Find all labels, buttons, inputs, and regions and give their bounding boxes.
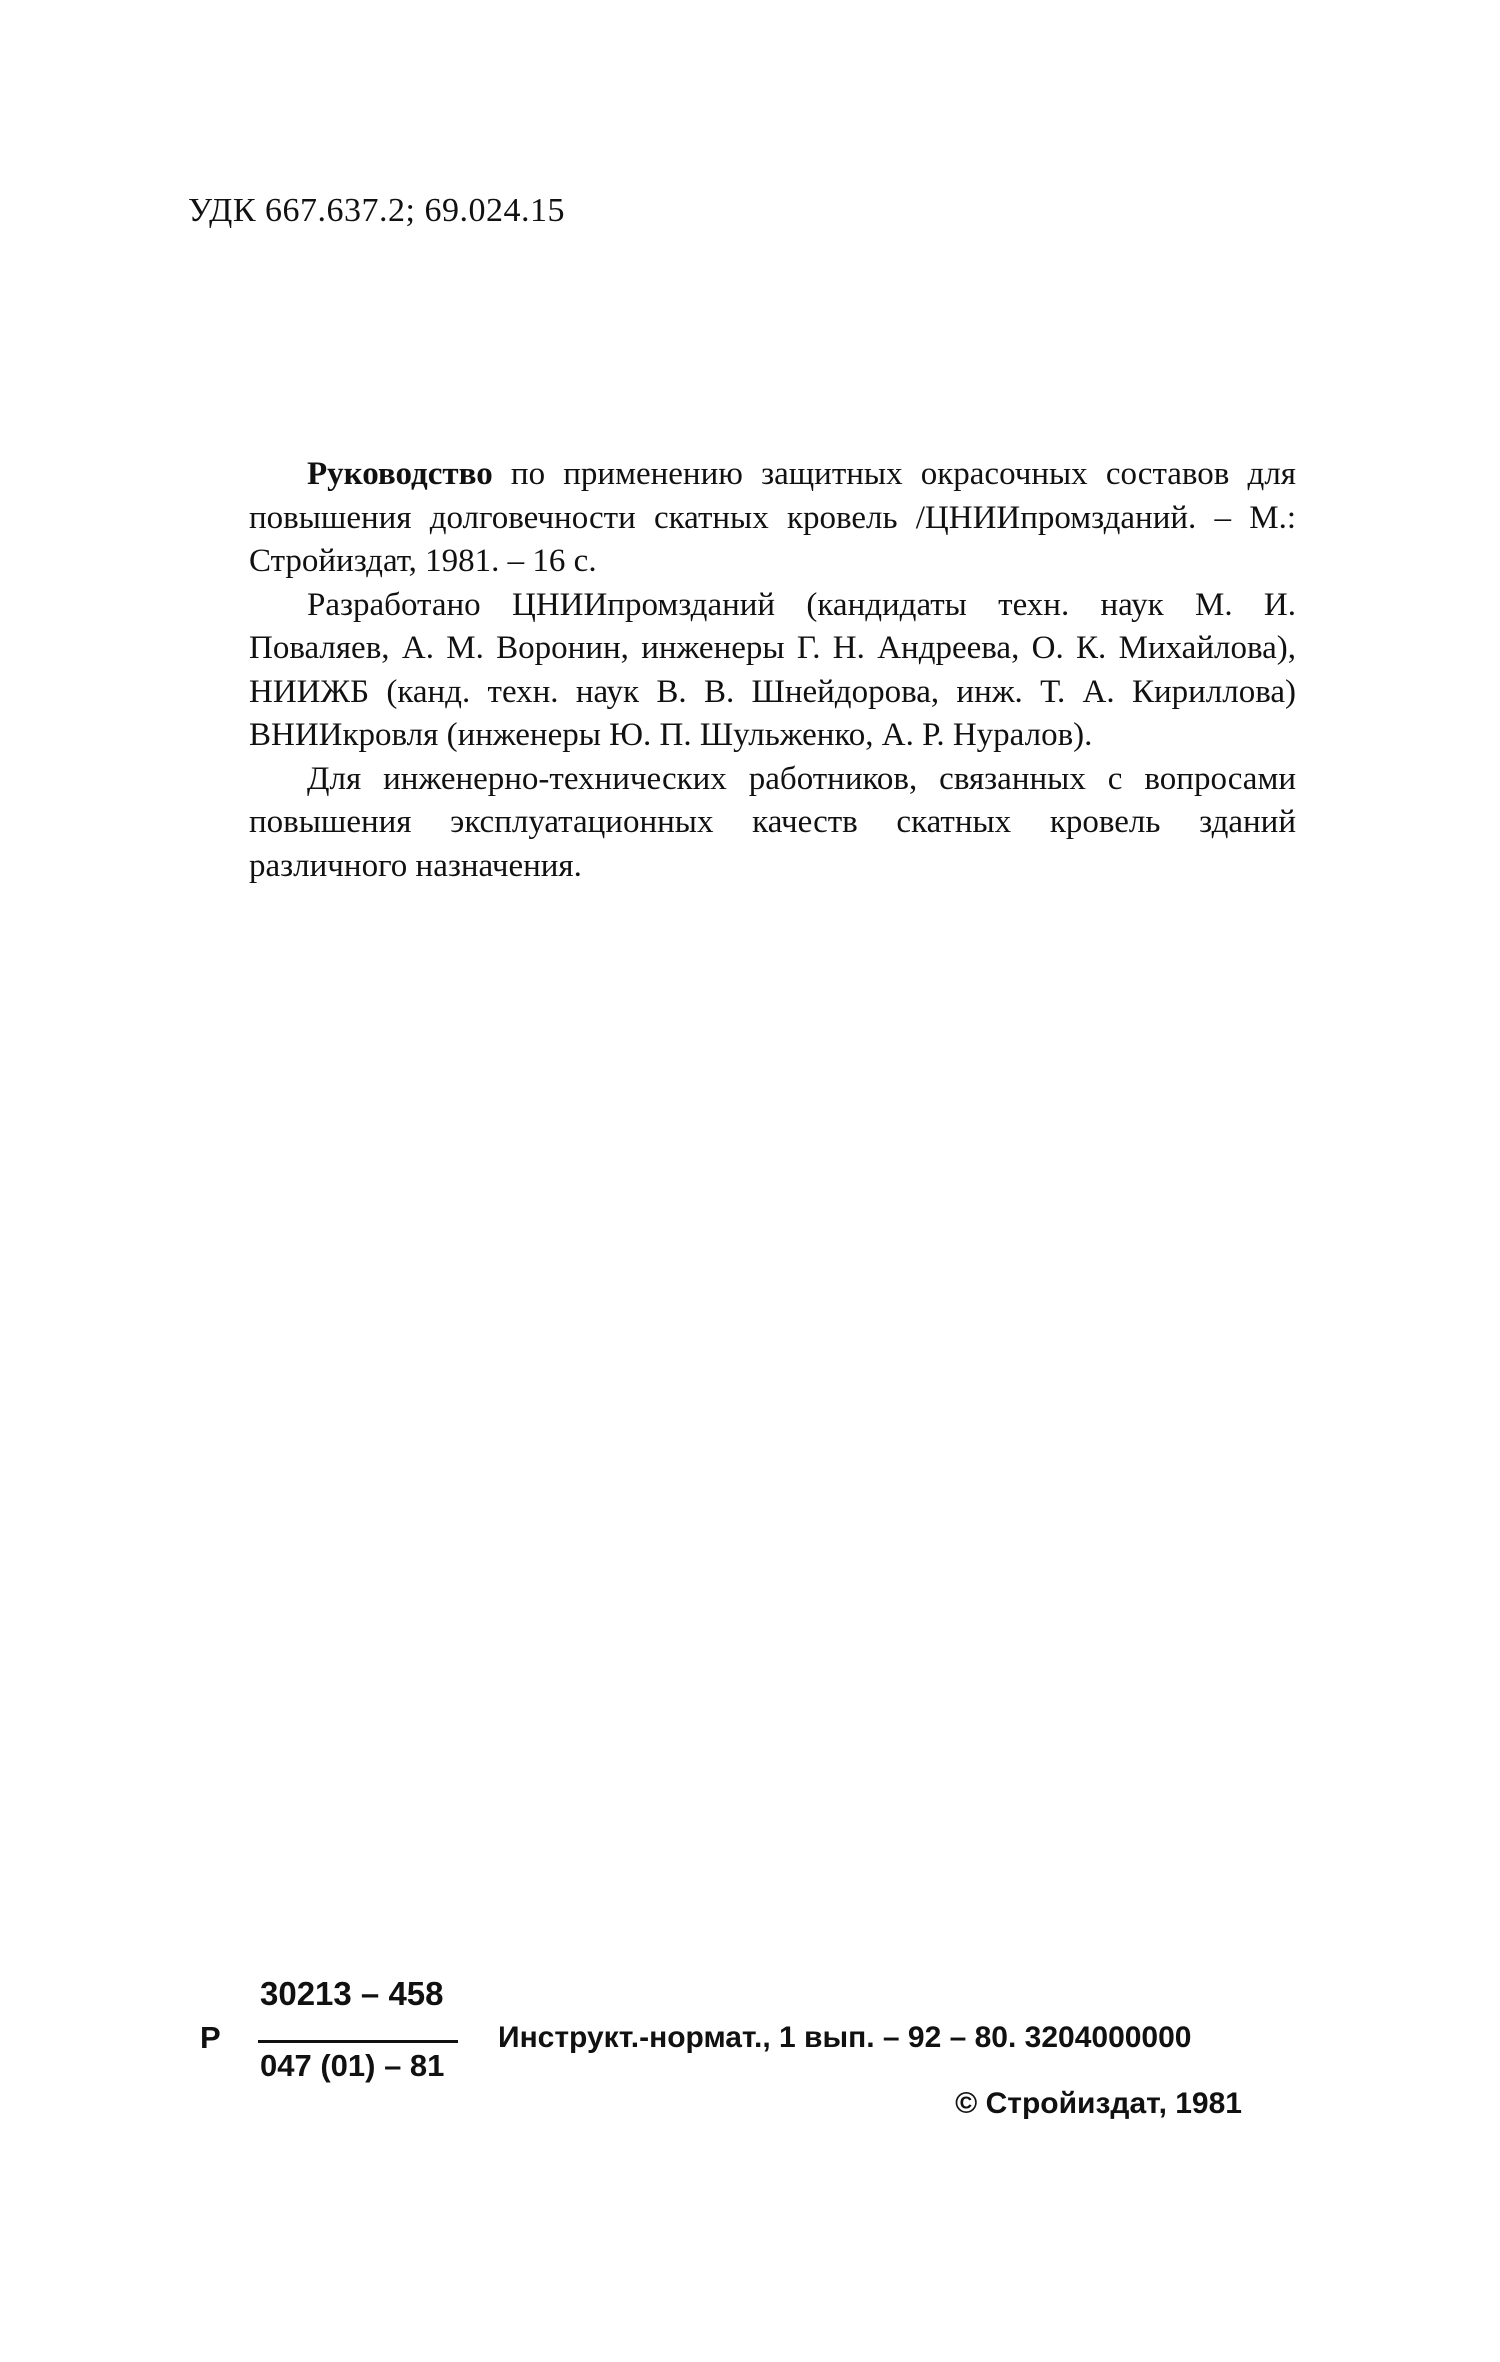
abstract-title-rest: по применению защитных окрасочных составов для повышения долговечности скатных кровель /ЦНИИпромзданий. – М.: Стройиздат, 1981. – 16 с. [249, 456, 1296, 579]
abstract-authors: Разработано ЦНИИпромзданий (кандидаты техн. наук М. И. Поваляев, А. М. Воронин, инженеры Г. Н. Андреева, О. К. Михайлова), НИИЖБ (канд. техн. наук В. В. Шнейдорова, инж. Т. А. Кириллова) ВНИИкровля (инженеры Ю. П. Шульженко, А. Р. Нуралов). [249, 586, 1296, 753]
abstract-block [249, 453, 1296, 888]
abstract-audience: Для инженерно-технических работников, связанных с вопросами повышения эксплуатационных качеств скатных кровель зданий различного назначения. [249, 760, 1296, 884]
imprint-numerator: 30213 – 458 [260, 1975, 444, 2012]
udk-code: УДК 667.637.2; 69.024.15 [188, 192, 565, 229]
imprint-block [188, 1975, 1300, 2175]
imprint-denominator: 047 (01) – 81 [260, 2048, 445, 2083]
imprint-instruction: Инструкт.-нормат., 1 вып. – 92 – 80. 3204000000 [498, 2021, 1192, 2054]
abstract-title-bold: Руководство [307, 456, 493, 492]
fraction-rule [258, 2040, 458, 2043]
abstract-title-paragraph [249, 453, 1296, 584]
imprint-letter: Р [200, 2020, 221, 2055]
copyright-line: © Стройиздат, 1981 [955, 2087, 1242, 2120]
